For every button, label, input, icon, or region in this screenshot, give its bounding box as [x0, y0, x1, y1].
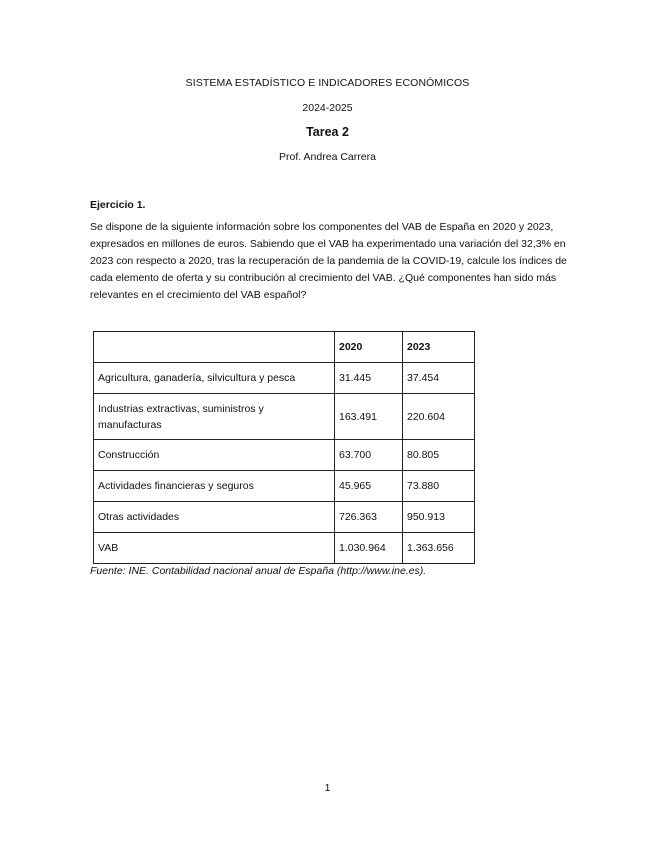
table-cell-value: 220.604 — [403, 394, 475, 440]
table-header-cell: 2023 — [403, 332, 475, 363]
table-row — [94, 502, 475, 533]
table-cell-label: Agricultura, ganadería, silvicultura y pesca — [94, 363, 335, 394]
table-cell-value: 37.454 — [403, 363, 475, 394]
table-row — [94, 394, 475, 440]
table-source-note — [90, 565, 426, 577]
table-cell-value: 163.491 — [335, 394, 403, 440]
table-row — [94, 533, 475, 564]
table-header-row — [94, 332, 475, 363]
professor-name: Prof. Andrea Carrera — [279, 151, 376, 163]
table-row — [94, 363, 475, 394]
table-row — [94, 471, 475, 502]
academic-year: 2024-2025 — [302, 102, 353, 114]
table-cell-label: Actividades financieras y seguros — [94, 471, 335, 502]
page-number: 1 — [324, 782, 331, 794]
table-cell-value: 73.880 — [403, 471, 475, 502]
source-link[interactable]: http://www.ine.es — [340, 565, 420, 577]
course-name: SISTEMA ESTADÍSTICO E INDICADORES ECONÓMICOS — [185, 77, 470, 89]
table-header-cell: 2020 — [335, 332, 403, 363]
table-cell-value: 31.445 — [335, 363, 403, 394]
table-cell-label: Construcción — [94, 440, 335, 471]
table-cell-value: 63.700 — [335, 440, 403, 471]
table-cell-value: 1.030.964 — [335, 533, 403, 564]
source-suffix: ). — [419, 565, 427, 577]
source-prefix: Fuente: INE. Contabilidad nacional anual de España ( — [90, 565, 341, 577]
table-cell-label: Industrias extractivas, suministros y manufacturas — [94, 394, 335, 440]
table-header-cell — [94, 332, 335, 363]
table-cell-value: 726.363 — [335, 502, 403, 533]
exercise-title: Ejercicio 1. — [90, 199, 146, 211]
table-cell-value: 1.363.656 — [403, 533, 475, 564]
exercise-statement: Se dispone de la siguiente información sobre los componentes del VAB de España en 2020 y 2023, expresados en millones de euros. Sabiendo que el VAB ha experimentado una variación del 32,3% en 2023 con respecto a 2020, tras la recuperación de la pandemia de la COVID-19, calcule los índices de cada elemento de oferta y su contribución al crecimiento del VAB. ¿Qué componentes han sido más relevantes en el crecimiento del VAB español? — [90, 221, 567, 301]
table-cell-value: 950.913 — [403, 502, 475, 533]
table-cell-label: Otras actividades — [94, 502, 335, 533]
vab-table — [93, 331, 475, 564]
table-cell-value: 80.805 — [403, 440, 475, 471]
table-row — [94, 440, 475, 471]
table-cell-label: VAB — [94, 533, 335, 564]
table-cell-value: 45.965 — [335, 471, 403, 502]
assignment-title: Tarea 2 — [306, 125, 349, 139]
